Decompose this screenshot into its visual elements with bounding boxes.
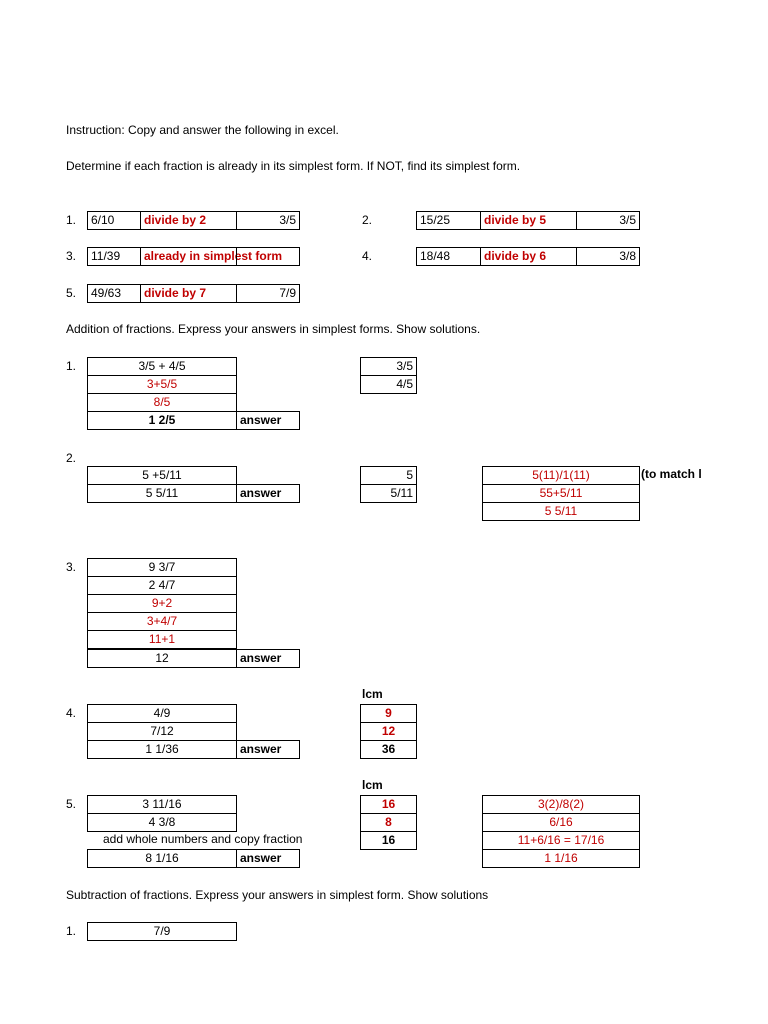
item-number: 5.: [66, 286, 77, 300]
fraction-cell: 15/25: [416, 211, 481, 230]
work-cell: 55+5/11: [482, 484, 640, 503]
method-cell: divide by 6: [480, 247, 577, 266]
lcm-cell: 16: [360, 831, 417, 850]
answer-label: answer: [236, 411, 300, 430]
step-cell: 9 3/7: [87, 558, 237, 577]
answer-cell: 5 5/11: [87, 484, 237, 503]
problem-number: 1.: [66, 359, 77, 373]
step-note: add whole numbers and copy fraction: [103, 832, 303, 846]
step-cell: 2 4/7: [87, 576, 237, 595]
note-text: (to match l: [641, 467, 702, 481]
answer-cell: 1 1/36: [87, 740, 237, 759]
step-cell: 3+4/7: [87, 612, 237, 631]
step-cell: 3+5/5: [87, 375, 237, 394]
item-number: 4.: [362, 249, 373, 263]
answer-label: answer: [236, 484, 300, 503]
work-cell: 11+6/16 = 17/16: [482, 831, 640, 850]
lcm-cell: 9: [360, 704, 417, 723]
answer-label: answer: [236, 849, 300, 868]
lcm-cell: 16: [360, 795, 417, 814]
step-cell: 11+1: [87, 630, 237, 649]
simplest-form-directions: Determine if each fraction is already in its simplest form. If NOT, find its simplest form.: [66, 159, 521, 173]
lcm-cell: 36: [360, 740, 417, 759]
work-cell: 3(2)/8(2): [482, 795, 640, 814]
step-cell: 7/9: [87, 922, 237, 941]
answer-cell: 1 2/5: [87, 411, 237, 430]
work-cell: 6/16: [482, 813, 640, 832]
lcm-cell: 8: [360, 813, 417, 832]
fraction-cell: 49/63: [87, 284, 141, 303]
fraction-cell: 11/39: [87, 247, 141, 266]
lcm-label: lcm: [362, 687, 383, 701]
side-cell: 3/5: [360, 357, 417, 376]
subtraction-heading: Subtraction of fractions. Express your answers in simplest form. Show solutions: [66, 888, 489, 902]
method-cell: already in simplest form: [140, 247, 237, 266]
answer-label: answer: [236, 649, 300, 668]
side-cell: 5: [360, 466, 417, 485]
step-cell: 3/5 + 4/5: [87, 357, 237, 376]
result-cell: [236, 247, 300, 266]
step-cell: 4 3/8: [87, 813, 237, 832]
method-cell: divide by 7: [140, 284, 237, 303]
problem-number: 3.: [66, 560, 77, 574]
fraction-cell: 6/10: [87, 211, 141, 230]
problem-number: 5.: [66, 797, 77, 811]
fraction-cell: 18/48: [416, 247, 481, 266]
step-cell: 3 11/16: [87, 795, 237, 814]
step-cell: 5 +5/11: [87, 466, 237, 485]
lcm-cell: 12: [360, 722, 417, 741]
step-cell: 8/5: [87, 393, 237, 412]
work-cell: 1 1/16: [482, 849, 640, 868]
problem-number: 1.: [66, 924, 77, 938]
answer-cell: 8 1/16: [87, 849, 237, 868]
problem-number: 4.: [66, 706, 77, 720]
method-cell: divide by 2: [140, 211, 237, 230]
instruction-text: Instruction: Copy and answer the following in excel.: [66, 123, 339, 137]
result-cell: 3/5: [576, 211, 640, 230]
result-cell: 7/9: [236, 284, 300, 303]
addition-heading: Addition of fractions. Express your answers in simplest forms. Show solutions.: [66, 322, 481, 336]
result-cell: 3/5: [236, 211, 300, 230]
answer-cell: 12: [87, 649, 237, 668]
lcm-label: lcm: [362, 778, 383, 792]
work-cell: 5 5/11: [482, 502, 640, 521]
side-cell: 4/5: [360, 375, 417, 394]
result-cell: 3/8: [576, 247, 640, 266]
side-cell: 5/11: [360, 484, 417, 503]
step-cell: 9+2: [87, 594, 237, 613]
answer-label: answer: [236, 740, 300, 759]
item-number: 1.: [66, 213, 77, 227]
method-cell: divide by 5: [480, 211, 577, 230]
item-number: 2.: [362, 213, 373, 227]
step-cell: 7/12: [87, 722, 237, 741]
item-number: 3.: [66, 249, 77, 263]
step-cell: 4/9: [87, 704, 237, 723]
work-cell: 5(11)/1(11): [482, 466, 640, 485]
problem-number: 2.: [66, 451, 77, 465]
